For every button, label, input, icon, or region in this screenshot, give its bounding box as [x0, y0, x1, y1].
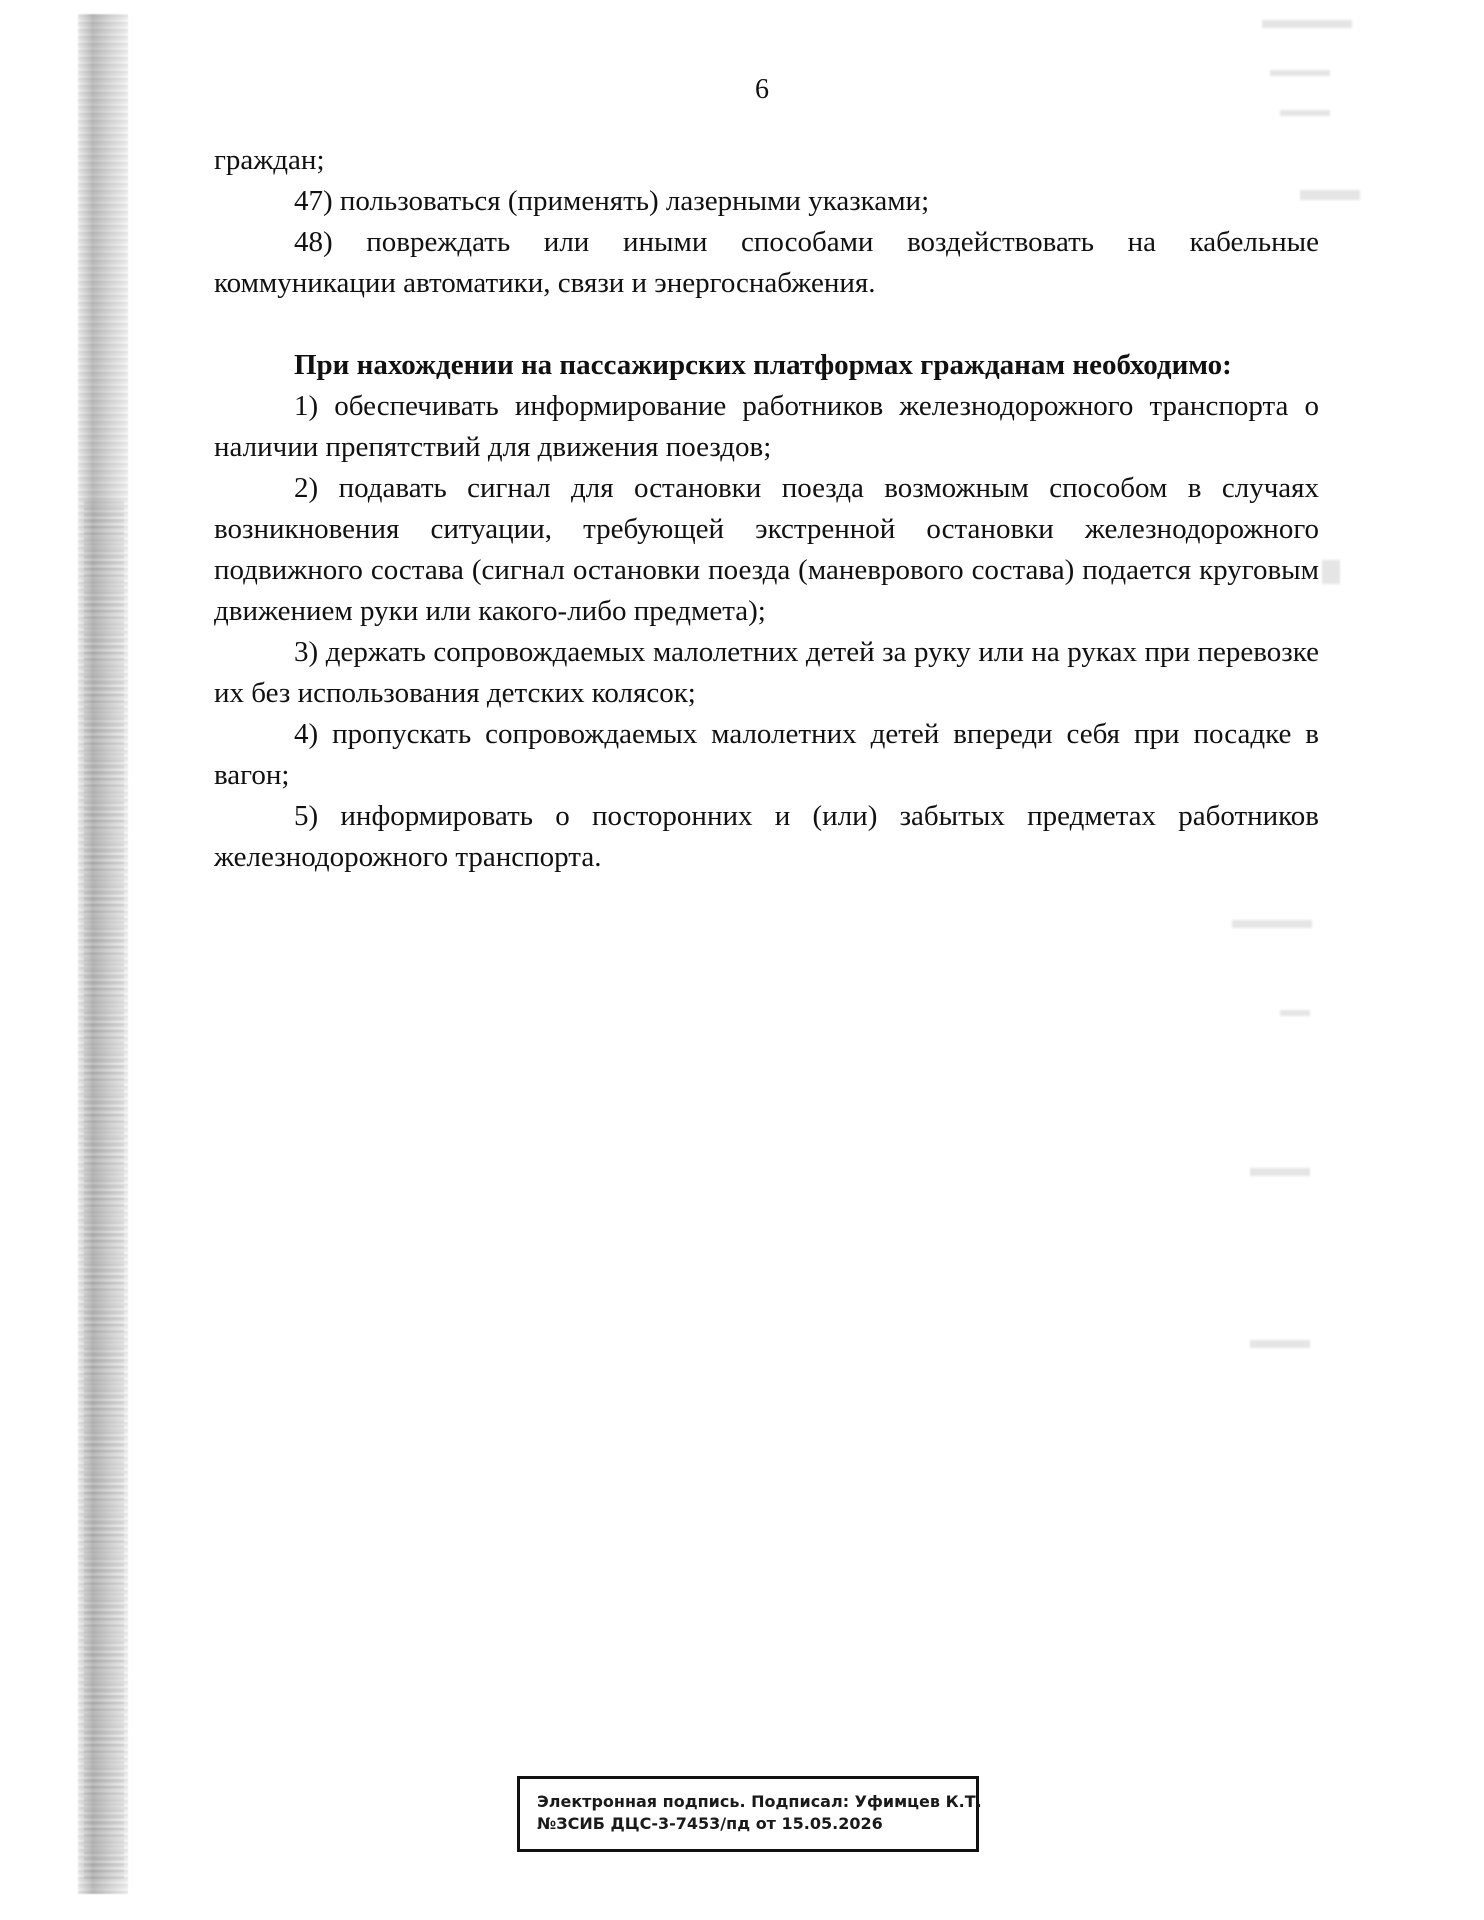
- carryover-line: граждан;: [214, 144, 325, 176]
- list-item-2: 2) подавать сигнал для остановки поезда возможным способом в случаях возникновения ситуации, требующей экстренной остановки железнодорожного подвижного состава (сигнал остановки поезда (маневрового состава) подается круговым движением руки или какого-либо предмета);: [214, 472, 1319, 627]
- list-item-1: 1) обеспечивать информирование работников железнодорожного транспорта о наличии препятствий для движения поездов;: [214, 390, 1319, 463]
- electronic-signature-stamp: [517, 1776, 982, 1852]
- section-heading: При нахождении на пассажирских платформах гражданам необходимо:: [294, 349, 1232, 381]
- bleed-mark: [1250, 1168, 1310, 1176]
- bleed-mark: [1270, 70, 1330, 76]
- bleed-mark: [1232, 920, 1312, 928]
- bleed-mark: [1250, 1340, 1310, 1348]
- list-item-4: 4) пропускать сопровождаемых малолетних детей впереди себя при посадке в вагон;: [214, 718, 1319, 791]
- bleed-mark: [1280, 1010, 1310, 1016]
- document-body: [214, 140, 1319, 878]
- list-item-5: 5) информировать о посторонних и (или) забытых предметах работников железнодорожного транспорта.: [214, 800, 1319, 873]
- list-item-47: 47) пользоваться (применять) лазерными указками;: [294, 185, 930, 217]
- list-item-3: 3) держать сопровождаемых малолетних детей за руку или на руках при перевозке их без использования детских колясок;: [214, 636, 1319, 709]
- bleed-mark: [1262, 20, 1352, 28]
- signature-line-signer: Электронная подпись. Подписал: Уфимцев К.Т.: [537, 1792, 982, 1811]
- bleed-mark: [1280, 110, 1330, 116]
- page-number: 6: [755, 74, 769, 105]
- bleed-mark: [1322, 560, 1340, 584]
- scan-edge-shadow-lower: [84, 500, 124, 1880]
- signature-line-registration: №ЗСИБ ДЦС-3-7453/пд от 15.05.2026: [537, 1814, 883, 1833]
- list-item-48: 48) повреждать или иными способами воздействовать на кабельные коммуникации автоматики, связи и энергоснабжения.: [214, 226, 1319, 299]
